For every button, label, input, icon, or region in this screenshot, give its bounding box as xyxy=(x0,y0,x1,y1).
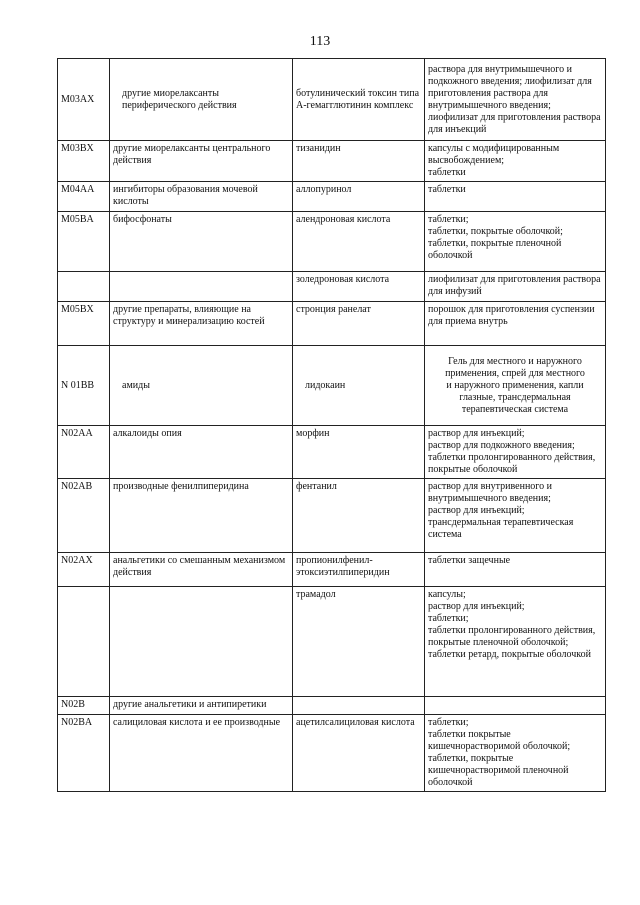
dosage-form: таблетки; xyxy=(428,717,469,728)
table-row xyxy=(58,212,606,272)
group-cell: ингибиторы образования мочевой кислоты xyxy=(110,182,293,212)
dosage-form: таблетки xyxy=(428,184,466,195)
atc-code-cell: M05BA xyxy=(58,212,110,272)
atc-code-cell: M04AA xyxy=(58,182,110,212)
substance-cell xyxy=(293,697,425,715)
dosage-form-cell xyxy=(425,426,606,479)
substance-cell xyxy=(293,346,425,426)
dosage-form: капсулы с модифицированным высвобождением; xyxy=(428,143,560,166)
dosage-form: таблетки, покрытые кишечнорастворимой пленочной оболочкой xyxy=(428,753,569,788)
atc-code-cell: M05BX xyxy=(58,302,110,346)
dosage-form: таблетки; xyxy=(428,613,469,624)
atc-code-cell: N 01BB xyxy=(58,346,110,426)
substance-name: трамадол xyxy=(296,589,336,600)
group-cell: другие препараты, влияющие на структуру и минерализацию костей xyxy=(110,302,293,346)
substance-name: этоксиэтилпиперидин xyxy=(296,567,390,578)
table-row xyxy=(58,272,606,302)
group-cell: салициловая кислота и ее производные xyxy=(110,715,293,792)
dosage-form-cell xyxy=(425,479,606,553)
dosage-form: раствор для инъекций; xyxy=(428,428,525,439)
substance-cell xyxy=(293,479,425,553)
table-row xyxy=(58,346,606,426)
dosage-form: Гель для местного и наружного применения, спрей для местного xyxy=(445,355,585,379)
table-row xyxy=(58,479,606,553)
table-row xyxy=(58,141,606,182)
atc-code-cell: M03AX xyxy=(58,59,110,141)
atc-code-cell: N02B xyxy=(58,697,110,715)
substance-cell xyxy=(293,272,425,302)
substance-name: алендроновая кислота xyxy=(296,214,391,225)
substance-name: лидокаин xyxy=(305,379,346,391)
dosage-form: капсулы; xyxy=(428,589,466,600)
dosage-form-cell xyxy=(425,141,606,182)
substance-cell xyxy=(293,426,425,479)
dosage-form: лиофилизат для приготовления раствора для инфузий xyxy=(428,274,601,297)
dosage-form-cell xyxy=(425,715,606,792)
dosage-form-cell xyxy=(425,302,606,346)
substance-cell xyxy=(293,59,425,141)
substance-name: морфин xyxy=(296,428,330,439)
table-row xyxy=(58,59,606,141)
dosage-form: раствора для внутримышечного и подкожного введения; лиофилизат для приготовления раствора для внутримышечного введения; xyxy=(428,63,592,111)
dosage-form: таблетки, покрытые оболочкой; xyxy=(428,226,563,237)
substance-cell xyxy=(293,182,425,212)
dosage-form: таблетки ретард, покрытые оболочкой xyxy=(428,649,591,660)
substance-name: золедроновая кислота xyxy=(296,274,390,285)
table-row xyxy=(58,302,606,346)
dosage-form: таблетки покрытые кишечнорастворимой оболочкой; xyxy=(428,729,571,752)
substance-name: аллопуринол xyxy=(296,184,352,195)
substance-cell xyxy=(293,715,425,792)
dosage-form: для приема внутрь xyxy=(428,316,508,327)
substance-cell xyxy=(293,587,425,697)
substance-name: ацетилсалициловая кислота xyxy=(296,717,415,728)
dosage-form: таблетки, покрытые пленочной оболочкой xyxy=(428,238,562,261)
dosage-form-cell xyxy=(425,182,606,212)
group-cell: алкалоиды опия xyxy=(110,426,293,479)
dosage-form: и наружного применения, капли глазные, трансдермальная терапевтическая система xyxy=(446,379,584,415)
dosage-form: раствор для подкожного введения; xyxy=(428,440,575,451)
group-cell: амиды xyxy=(110,346,293,426)
atc-code-cell: N02AA xyxy=(58,426,110,479)
dosage-form-cell xyxy=(425,59,606,141)
dosage-form-cell xyxy=(425,697,606,715)
atc-code-cell xyxy=(58,272,110,302)
group-cell: анальгетики со смешанным механизмом действия xyxy=(110,553,293,587)
dosage-form-cell xyxy=(425,346,606,426)
substance-cell xyxy=(293,302,425,346)
dosage-form: порошок для приготовления суспензии xyxy=(428,304,595,315)
table-row xyxy=(58,697,606,715)
table-row xyxy=(58,715,606,792)
dosage-form-cell xyxy=(425,553,606,587)
group-cell: другие миорелаксанты периферического действия xyxy=(110,59,293,141)
table-row xyxy=(58,182,606,212)
substance-name: стронция ранелат xyxy=(296,304,371,315)
dosage-form: таблетки защечные xyxy=(428,555,511,566)
dosage-form: трансдермальная терапевтическая система xyxy=(428,517,574,540)
dosage-form-cell xyxy=(425,587,606,697)
drug-table xyxy=(57,58,606,792)
dosage-form: таблетки xyxy=(428,167,466,178)
substance-cell xyxy=(293,553,425,587)
atc-code-cell: N02BA xyxy=(58,715,110,792)
dosage-form: раствор для инъекций; xyxy=(428,601,525,612)
dosage-form: раствор для внутривенного и внутримышечного введения; xyxy=(428,481,553,504)
table-row xyxy=(58,587,606,697)
dosage-form: раствор для инъекций; xyxy=(428,505,525,516)
dosage-form-cell xyxy=(425,272,606,302)
substance-name: ботулинический токсин типа xyxy=(296,87,420,99)
substance-cell xyxy=(293,141,425,182)
substance-name: фентанил xyxy=(296,481,337,492)
dosage-form: таблетки пролонгированного действия, покрытые пленочной оболочкой; xyxy=(428,625,596,648)
substance-name: А-гемагглютинин комплекс xyxy=(296,99,414,111)
group-cell xyxy=(110,272,293,302)
atc-code-cell: N02AX xyxy=(58,553,110,587)
substance-cell xyxy=(293,212,425,272)
table-row xyxy=(58,553,606,587)
dosage-form: лиофилизат для приготовления раствора для инъекций xyxy=(428,111,601,135)
page-number: 113 xyxy=(309,34,331,49)
dosage-form: таблетки пролонгированного действия, покрытые оболочкой xyxy=(428,452,596,475)
group-cell: производные фенилпиперидина xyxy=(110,479,293,553)
substance-name: тизанидин xyxy=(296,143,341,154)
dosage-form-cell xyxy=(425,212,606,272)
substance-name: пропионилфенил- xyxy=(296,555,373,566)
group-cell: бифосфонаты xyxy=(110,212,293,272)
group-cell: другие анальгетики и антипиретики xyxy=(110,697,293,715)
atc-code-cell: N02AB xyxy=(58,479,110,553)
dosage-form: таблетки; xyxy=(428,214,469,225)
group-cell: другие миорелаксанты центрального действия xyxy=(110,141,293,182)
group-cell xyxy=(110,587,293,697)
atc-code-cell: M03BX xyxy=(58,141,110,182)
atc-code-cell xyxy=(58,587,110,697)
table-row xyxy=(58,426,606,479)
